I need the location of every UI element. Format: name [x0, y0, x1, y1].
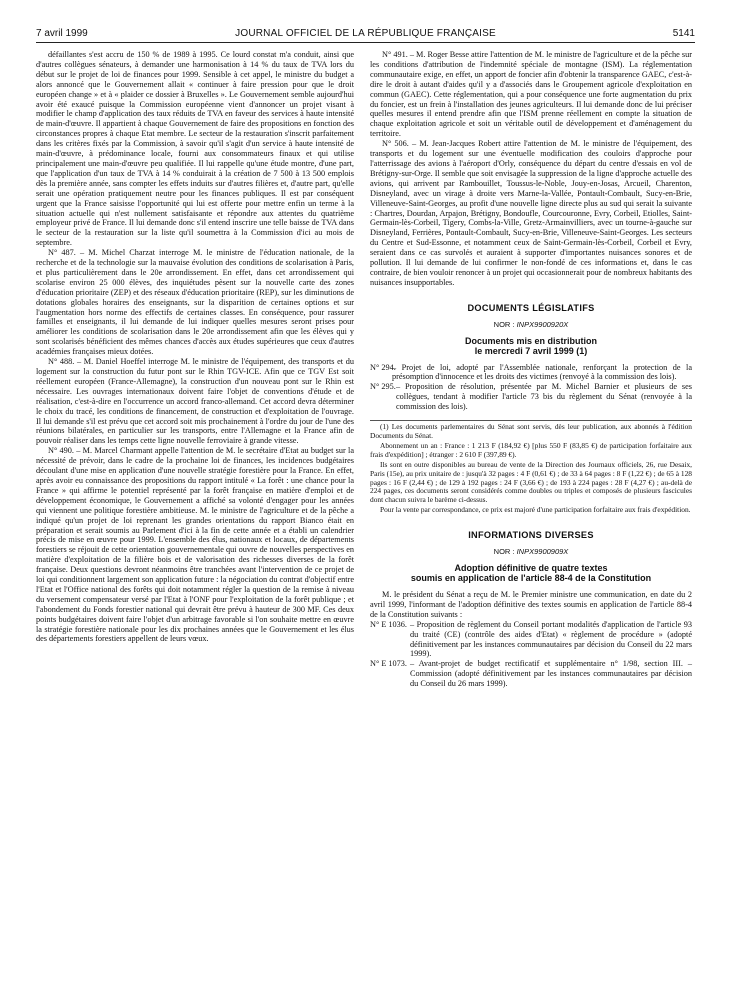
diverses-subtitle-line2: soumis en application de l'article 88-4 de la Constitution: [410, 573, 652, 584]
header-page-number: 5141: [672, 28, 695, 39]
header-journal-title: JOURNAL OFFICIEL DE LA RÉPUBLIQUE FRANÇAISE: [235, 28, 496, 39]
footnote: Ils sont en outre disponibles au bureau de vente de la Direction des Journaux officiels, 26, rue Desaix, Paris (15e), au prix unitaire de : jusqu'à 32 pages : 4 F (0,61 €) ; de 33 à 64 pages : 8 F (1,22 €) ; de 65 à 128 pages : 16 F (2,44 €) ; de 129 à 192 pages : 24 F (3,66 €) ; de 193 à 224 pages : 28 F (4,27 €) ; au-delà de 224 pages, ces documents seront considérés comme doubles ou triples et composés de plusieurs fascicules dont chacun suivra le barème ci-dessus.: [370, 459, 692, 505]
text-description: – Proposition de règlement du Conseil portant modalités d'application de l'article 93 du traité (CE) (contrôle des aides d'Etat) « règlement de procédure » (adopté définitivement par les instances communautaires par décision du Conseil du 22 mars 1999).: [410, 619, 692, 659]
document-text: – Proposition de résolution, présentée par M. Michel Barnier et plusieurs de ses collègues, tendant à modifier l'article 73 bis du règlement du Sénat (renvoyée à la commission des lois).: [396, 382, 692, 412]
footnote-block: [370, 420, 692, 515]
section-title-diverses: INFORMATIONS DIVERSES: [468, 530, 594, 541]
text-description: – Avant-projet de budget rectificatif et supplémentaire n° 1/98, section III. – Commission (adopté définitivement par les instances communautaires par décision du Conseil du 26 mars 1999).: [410, 659, 692, 689]
text-number: N° E 1036.: [370, 619, 407, 629]
legislatifs-subtitle-line1: Documents mis en distribution: [464, 335, 597, 346]
nor-line: [370, 547, 692, 557]
nor-code: INPX9900909X: [516, 547, 569, 557]
question-487: N° 487. – M. Michel Charzat interroge M. le ministre de l'éducation nationale, de la recherche et de la technologie sur la mauvaise évolution des conditions de scolarisation à Paris, et plus particulièrement dans le 20e arrondissement. En effet, dans cet arrondissement qui scolarise environ 25 000 élèves, des inquiétudes pèsent sur la nouvelle carte des zones d'éducation prioritaire (ZEP) et des réseaux d'éducation prioritaire (REP), sur les diminutions de dotations globales horaires des enseignants, sur la disparition de certaines options et sur l'augmentation hors norme des effectifs de certaines classes. En conséquence, pour rassurer familles et enseignants, il lui demande de lui indiquer quelles mesures seront prises pour améliorer les conditions de scolarisation dans le 20e arrondissement afin que les élèves qui y sont scolarisés bénéficient des mêmes chances d'accès aux études supérieures que ceux d'autres académies françaises mieux dotées.: [36, 248, 354, 357]
document-number: N° 295.: [370, 382, 396, 392]
nor-label: NOR :: [493, 547, 517, 557]
document-item: [370, 382, 692, 412]
footnote: Abonnement un an : France : 1 213 F (184,92 €) [plus 550 F (83,85 €) de participation forfaitaire aux frais d'expédition] ; étranger : 2 610 F (397,89 €).: [370, 440, 692, 459]
header-date: 7 avril 1999: [36, 28, 88, 39]
nor-label: NOR :: [493, 319, 517, 329]
nor-code: INPX9900920X: [516, 319, 569, 329]
page-header: [36, 22, 695, 40]
diverses-subtitle: [370, 563, 692, 584]
question-text: défaillantes s'est accru de 150 % de 1989 à 1995. Ce lourd constat m'a conduit, ainsi que d'autres collègues sénateurs, à demander une harmonisation à 14 % du taux de TVA lors du début sur le projet de loi de finances pour 1999. Sensible à cet appel, le ministre du budget a alors annoncé que le Gouvernement allait « continuer à faire pression pour que le droit européen change » et à « plaider ce dossier à Bruxelles ». Le Gouvernement semble aujourd'hui avoir été exaucé puisque la Commission européenne vient d'annoncer un projet visant à modifier le champ d'application des taux réduits de TVA en faveur des services à haute intensité de main-d'œuvre. Il appartient à chaque Gouvernement de faire des propositions en fonction des circonstances propres à chaque Etat membre. Le secteur de la restauration s'inscrit parfaitement dans les critères fixés par la Commission, à savoir qu'il s'agit d'un service à haute intensité de main-d'œuvre, à prédominance locale, fourni aux consommateurs finaux et qui utilise principalement une main-d'œuvre peu qualifiée. Il lui rappelle qu'une étude montre, d'une part, que l'application d'un taux de TVA à 14 % conduirait à la création de 7 500 à 13 500 emplois dès la première année, sans compter les effets induits sur d'autres filières et, d'autre part, qu'elle serait une opération pratiquement neutre pour les finances publiques. Il est par conséquent urgent que la France saisisse l'opportunité qui lui est offerte pour mettre enfin un terme à la situation actuelle qui n'est nullement satisfaisante et répondre aux attentes du quatrième employeur privé de France. Il lui demande donc s'il entend inscrire une telle baisse de TVA dans le secteur de la restauration sur la liste qu'il soumettra à la Commission d'ici au mois de septembre.: [36, 50, 354, 248]
section-title-legislatifs: DOCUMENTS LÉGISLATIFS: [467, 302, 595, 313]
diverses-intro: M. le président du Sénat a reçu de M. le Premier ministre une communication, en date du 2 avril 1999, l'informant de l'adoption définitive des textes soumis en application de l'article 88-4 de la Constitution suivants :: [370, 589, 692, 619]
legislatifs-subtitle-line2: le mercredi 7 avril 1999 (1): [474, 346, 588, 357]
question-491: N° 491. – M. Roger Besse attire l'attention de M. le ministre de l'agriculture et de la pêche sur les conditions d'attribution de l'indemnité spéciale de montagne (ISM). La réglementation communautaire exige, en effet, un apport de foncier afin d'obtenir la transparence GAEC, c'est-à-dire le droit à autant d'aides qu'il y a d'associés dans le Groupement agricole d'exploitation en commun (GAEC). Cette réglementation, qui a pour conséquence une forte augmentation du prix du foncier, est un frein à l'installation des jeunes agriculteurs. Il lui demande donc de lui préciser quelles mesures il entend prendre afin que l'ISM prenne réellement en compte la situation de chaque exploitation agricole et soit un véritable outil de développement et d'aménagement du territoire.: [370, 50, 692, 139]
header-rule: [36, 42, 695, 43]
document-item: [370, 363, 692, 383]
document-text: – Projet de loi, adopté par l'Assemblée nationale, renforçant la protection de la présomption d'innocence et les droits des victimes (renvoyé à la commission des lois).: [392, 362, 692, 382]
footnote: Pour la vente par correspondance, ce prix est majoré d'une participation forfaitaire aux frais d'expédition.: [380, 505, 691, 515]
document-number: N° 294.: [370, 362, 396, 372]
text-item: [370, 620, 692, 660]
right-column: [370, 50, 692, 689]
text-item: [370, 659, 692, 689]
text-number: N° E 1073.: [370, 659, 407, 669]
question-490: N° 490. – M. Marcel Charmant appelle l'attention de M. le secrétaire d'Etat au budget sur la nécessité de prévoir, dans le cadre de la prochaine loi de finances, les incidences budgétaires découlant d'une mise en application d'une nouvelle stratégie forestière pour la France. En effet, après avoir eu connaissance des propositions du rapport intitulé « La forêt : une chance pour la France » qui affirme le potentiel représenté par la forêt française en matière d'emploi et de développement économique, le Gouvernement a affiché sa volonté d'engager pour les années qui viennent une politique forestière ambitieuse. M. le ministre de l'agriculture et de la pêche a indiqué qu'un projet de loi reprenant les grandes orientations du rapport Bianco était en préparation et serait soumis au Parlement d'ici à la fin de cette année et a établi un calendrier précis de mise en œuvre pour 1999. L'ensemble des élus, nationaux et locaux, de départements forestiers se réjouit de cette orientation gouvernementale qui ouvre de nouvelles perspectives en matière d'exploitation de la filière bois et de valorisation des richesses diverses de la forêt française. Deux questions devront néanmoins être tranchées avant l'intervention de ce projet de loi qui conditionnent largement son application future : la négociation du contrat d'objectif entre l'Etat et l'Office national des forêts qui doit notamment régler la question de la remise à niveau du versement compensateur versé par l'Etat à l'ONF pour l'exploitation de la forêt publique ; et l'abondement du Fonds forestier national qui devrait être prévu à hauteur de 300 MF. Ces deux points budgétaires doivent faire l'objet d'un arbitrage favorable si l'on souhaite mettre en œuvre la stratégie forestière nationale pour les dix prochaines années que le Gouvernement et les élus des départements forestiers appellent de leurs vœux.: [36, 446, 354, 644]
question-488: N° 488. – M. Daniel Hoeffel interroge M. le ministre de l'équipement, des transports et du logement sur la construction du futur pont sur le Rhin TGV-ICE. Afin que ce TGV Est soit réellement européen (France-Allemagne), la construction d'un nouveau pont sur le Rhin est nécessaire. Les ouvrages internationaux doivent faire l'objet de conventions d'étude et de réalisation, c'est-à-dire en l'occurrence un accord franco-allemand. Cet accord devra déterminer le choix du tracé, les conditions de financement, de construction et d'exploitation de l'ouvrage. Il lui demande s'il est prévu que cet accord soit mis prochainement à l'ordre du jour de l'une des réunions bilatérales, en particulier sur les transports, entre l'Allemagne et la France afin de pouvoir réaliser dans les temps cette ligne nouvelle ferroviaire à grande vitesse.: [36, 357, 354, 446]
question-506: N° 506. – M. Jean-Jacques Robert attire l'attention de M. le ministre de l'équipement, des transports et du logement sur une éventuelle modification des couloirs d'approche pour l'atterrissage des avions à l'aéroport d'Orly, conséquence du départ du centre d'essais en vol de Brétigny-sur-Orge. Il semble que soit envisagée la suppression de la ligne d'approche actuelle des avions, qui arrivent par Rambouillet, Toussus-le-Noble, Jouy-en-Josas, Arcueil, Charenton, Disneyland, avec un virage à droite vers Marne-la-Vallée, Pontault-Combault, Sucy-en-Brie, Villeneuve-Saint-Georges, au profit d'une nouvelle ligne directe plus au sud qui serait la suivante : Chartres, Dourdan, Arpajon, Brétigny, Bondoufle, Courcouronne, Evry, Corbeil, Etiolles, Saint-Germain-lès-Corbeil, Tigery, Combs-la-Ville, Gretz-Armainvilliers, avec un tourne-à-gauche sur Disneyland, Ferrières, Pontault-Combault, Sucy-en-Brie, Villeneuve-Saint-Georges. Les secteurs du Centre et Sud-Essonne, et notamment ceux de Saint-Germain-lès-Corbeil, Corbeil et Evry, seraient dans ce cas survolés et auraient à supporter d'importantes nuisances sonores et de pollution. Il lui demande de lui confirmer le non-fondé de ces informations et, dans le cas contraire, de bien vouloir renoncer à un projet qui occasionnerait pour de nombreux habitants des nuisances insupportables.: [370, 139, 692, 287]
legislatifs-subtitle: [370, 336, 692, 357]
diverses-subtitle-line1: Adoption définitive de quatre textes: [454, 562, 608, 573]
nor-line: [370, 320, 692, 330]
left-column: [36, 50, 354, 644]
footnote: (1) Les documents parlementaires du Sénat sont servis, dès leur publication, aux abonnés à l'édition Documents du Sénat.: [370, 422, 692, 440]
